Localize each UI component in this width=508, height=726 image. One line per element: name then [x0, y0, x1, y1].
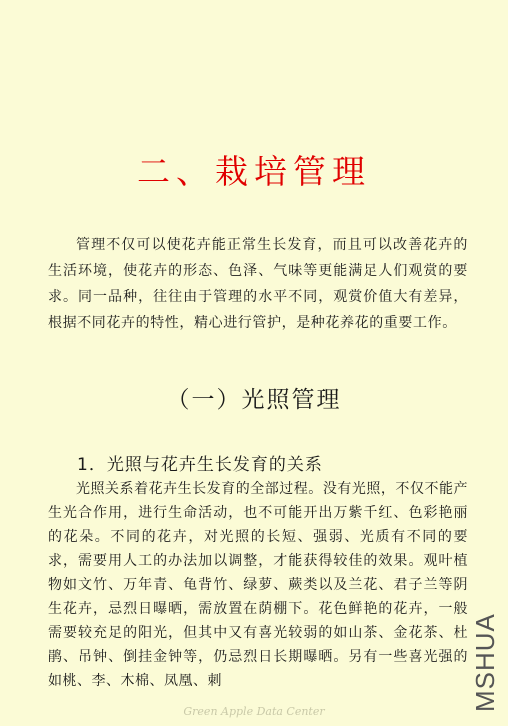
chapter-title: 二、栽培管理 — [137, 152, 371, 191]
subsection-title: 1．光照与花卉生长发育的关系 — [77, 455, 323, 475]
chapter-intro-paragraph: 管理不仅可以使花卉能正常生长发育，而且可以改善花卉的生活环境，使花卉的形态、色泽、气味等更能满足人们观赏的要求。同一品种，往往由于管理的水平不同，观赏价值大有差异，根据不同花卉的特性，精心进行管护，是种花养花的重要工作。 — [48, 237, 468, 331]
side-watermark: MSHUA — [470, 613, 500, 712]
body-paragraph: 光照关系着花卉生长发育的全部过程。没有光照，不仅不能产生光合作用，进行生命活动，也不可能开出万紫千红、色彩艳丽的花朵。不同的花卉，对光照的长短、强弱、光质有不同的要求，需要用人工的办法加以调整，才能获得较佳的效果。观叶植物如文竹、万年青、龟背竹、绿萝、蕨类以及兰花、君子兰等阴生花卉，忌烈日曝晒，需放置在荫棚下。花色鲜艳的花卉，一般需要较充足的阳光，但其中又有喜光较弱的如山茶、金花茶、杜鹃、吊钟、倒挂金钟等，仍忌烈日长期曝晒。另有一些喜光强的如桃、李、木棉、凤凰、刺 — [48, 481, 468, 689]
section-title: （一）光照管理 — [166, 387, 342, 413]
bottom-watermark: Green Apple Data Center — [183, 705, 325, 718]
